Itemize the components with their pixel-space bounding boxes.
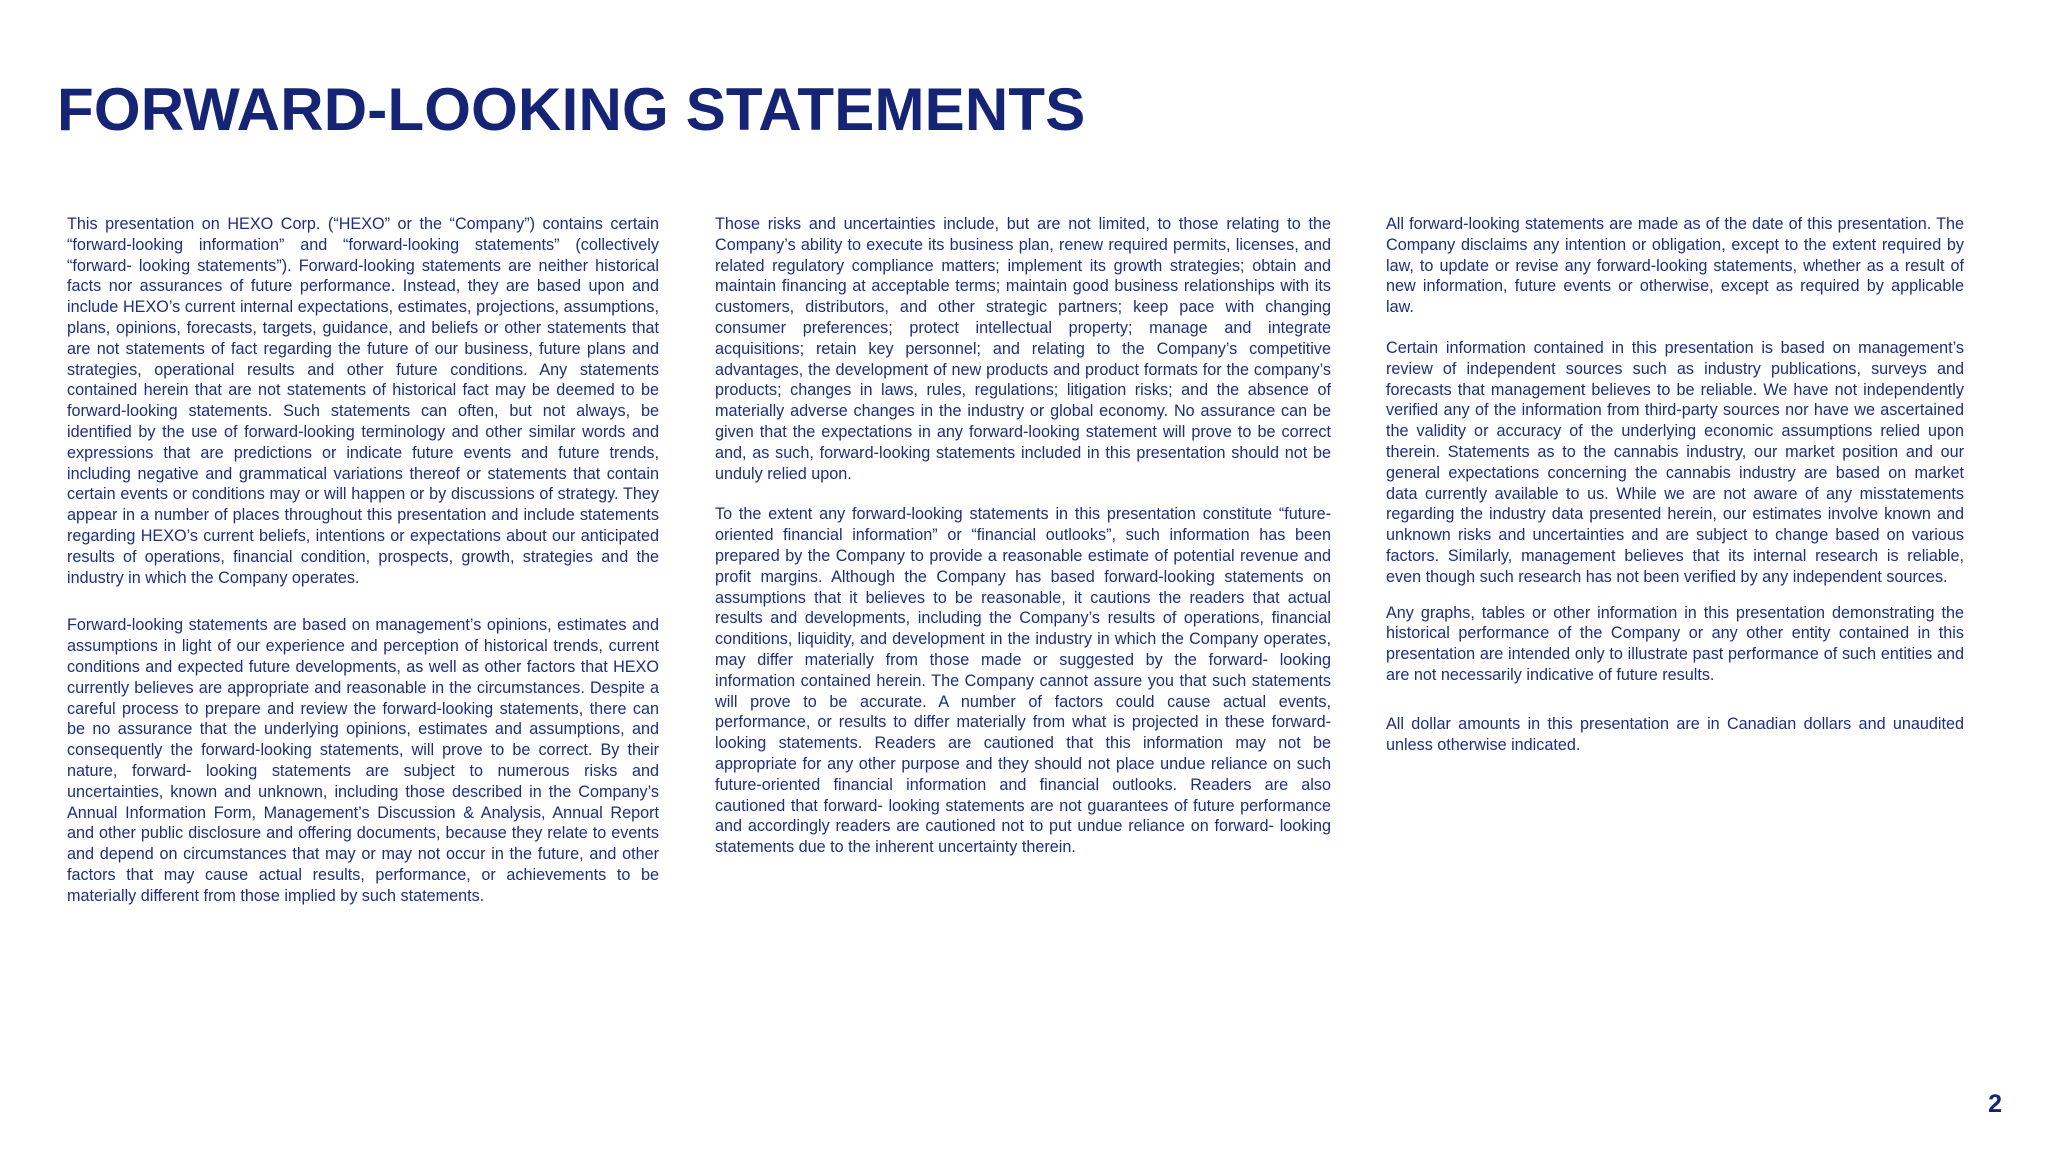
paragraph-currency-note: All dollar amounts in this presentation are in Canadian dollars and unaudited unless otherwise indicated.: [1386, 714, 1964, 754]
paragraph-statement-date: All forward-looking statements are made as of the date of this presentation. The Company disclaims any intention or obligation, except to the extent required by law, to update or revise any forward-looking statements, whether as a result of new information, future events or otherwise, except as required by applicable law.: [1386, 215, 1964, 317]
text-column-3: [1386, 214, 1964, 755]
page-title: FORWARD-LOOKING STATEMENTS: [57, 76, 1086, 143]
paragraph-future-oriented-financial-info: To the extent any forward-looking statements in this presentation constitute “future-oriented financial information” or “financial outlooks”, such information has been prepared by the Company to provide a reasonable estimate of potential revenue and profit margins. Although the Company has based forward-looking statements on assumptions that it believes to be reasonable, it cautions the readers that actual results and developments, including the Company’s results of operations, financial conditions, liquidity, and development in the industry in which the Company operates, may differ materially from those made or suggested by the forward- looking information contained herein. The Company cannot assure you that such statements will prove to be accurate. A number of factors could cause actual events, performance, or results to differ materially from what is projected in these forward-looking statements. Readers are cautioned that this information may not be appropriate for any other purpose and they should not place undue reliance on such future-oriented financial information and financial outlooks. Readers are also cautioned that forward- looking statements are not guarantees of future performance and accordingly readers are cautioned not to put undue reliance on forward- looking statements due to the inherent uncertainty therein.: [715, 505, 1331, 857]
paragraph-industry-data: Certain information contained in this presentation is based on management’s review of independent sources such as industry publications, surveys and forecasts that management believes to be reliable. We have not independently verified any of the information from third-party sources nor have we ascertained the validity or accuracy of the underlying economic assumptions relied upon therein. Statements as to the cannabis industry, our market position and our general expectations concerning the cannabis industry are based on market data currently available to us. While we are not aware of any misstatements regarding the industry data presented herein, our estimates involve known and unknown risks and uncertainties and are subject to change based on various factors. Similarly, management believes that its internal research is reliable, even though such research has not been verified by any independent sources.: [1386, 338, 1964, 586]
paragraph-historical-performance: Any graphs, tables or other information in this presentation demonstrating the historical performance of the Company or any other entity contained in this presentation are intended only to illustrate past performance of such entities and are not necessarily indicative of future results.: [1386, 603, 1964, 684]
paragraph-risks-uncertainties: Those risks and uncertainties include, but are not limited, to those relating to the Company’s ability to execute its business plan, renew required permits, licenses, and related regulatory compliance matters; implement its growth strategies; obtain and maintain financing at acceptable terms; maintain good business relationships with its customers, distributors, and other strategic partners; keep pace with changing consumer preferences; protect intellectual property; manage and integrate acquisitions; retain key personnel; and relating to the Company’s competitive advantages, the development of new products and product formats for the company’s products; changes in laws, rules, regulations; litigation risks; and the absence of materially adverse changes in the industry or global economy. No assurance can be given that the expectations in any forward-looking statement will prove to be correct and, as such, forward-looking statements included in this presentation should not be unduly relied upon.: [715, 215, 1331, 483]
paragraph-forward-looking-basis: Forward-looking statements are based on management’s opinions, estimates and assumptions in light of our experience and perception of historical trends, current conditions and expected future developments, as well as other factors that HEXO currently believes are appropriate and reasonable in the circumstances. Despite a careful process to prepare and review the forward-looking statements, there can be no assurance that the underlying opinions, estimates and assumptions, and consequently the forward-looking statements, will prove to be correct. By their nature, forward- looking statements are subject to numerous risks and uncertainties, known and unknown, including those described in the Company’s Annual Information Form, Management’s Discussion & Analysis, Annual Report and other public disclosure and offering documents, because they relate to events and depend on circumstances that may or may not occur in the future, and other factors that may cause actual results, performance, or achievements to be materially different from those implied by such statements.: [67, 616, 659, 905]
text-column-2: [715, 214, 1331, 858]
text-column-1: [67, 214, 659, 907]
page-number: 2: [1988, 1090, 2002, 1118]
paragraph-forward-looking-intro: This presentation on HEXO Corp. (“HEXO” or the “Company”) contains certain “forward-looking information” and “forward-looking statements” (collectively “forward- looking statements”). Forward-looking statements are neither historical facts nor assurances of future performance. Instead, they are based upon and include HEXO’s current internal expectations, estimates, projections, assumptions, plans, opinions, forecasts, targets, guidance, and beliefs or other statements that are not statements of fact regarding the future of our business, future plans and strategies, operational results and other future conditions. Any statements contained herein that are not statements of historical fact may be deemed to be forward-looking statements. Such statements can often, but not always, be identified by the use of forward-looking terminology and other similar words and expressions that are predictions or indicate future events and future trends, including negative and grammatical variations thereof or statements that contain certain events or conditions may or will happen or by discussions of strategy. They appear in a number of places throughout this presentation and include statements regarding HEXO’s current beliefs, intentions or expectations about our anticipated results of operations, financial condition, prospects, growth, strategies and the industry in which the Company operates.: [67, 215, 659, 587]
